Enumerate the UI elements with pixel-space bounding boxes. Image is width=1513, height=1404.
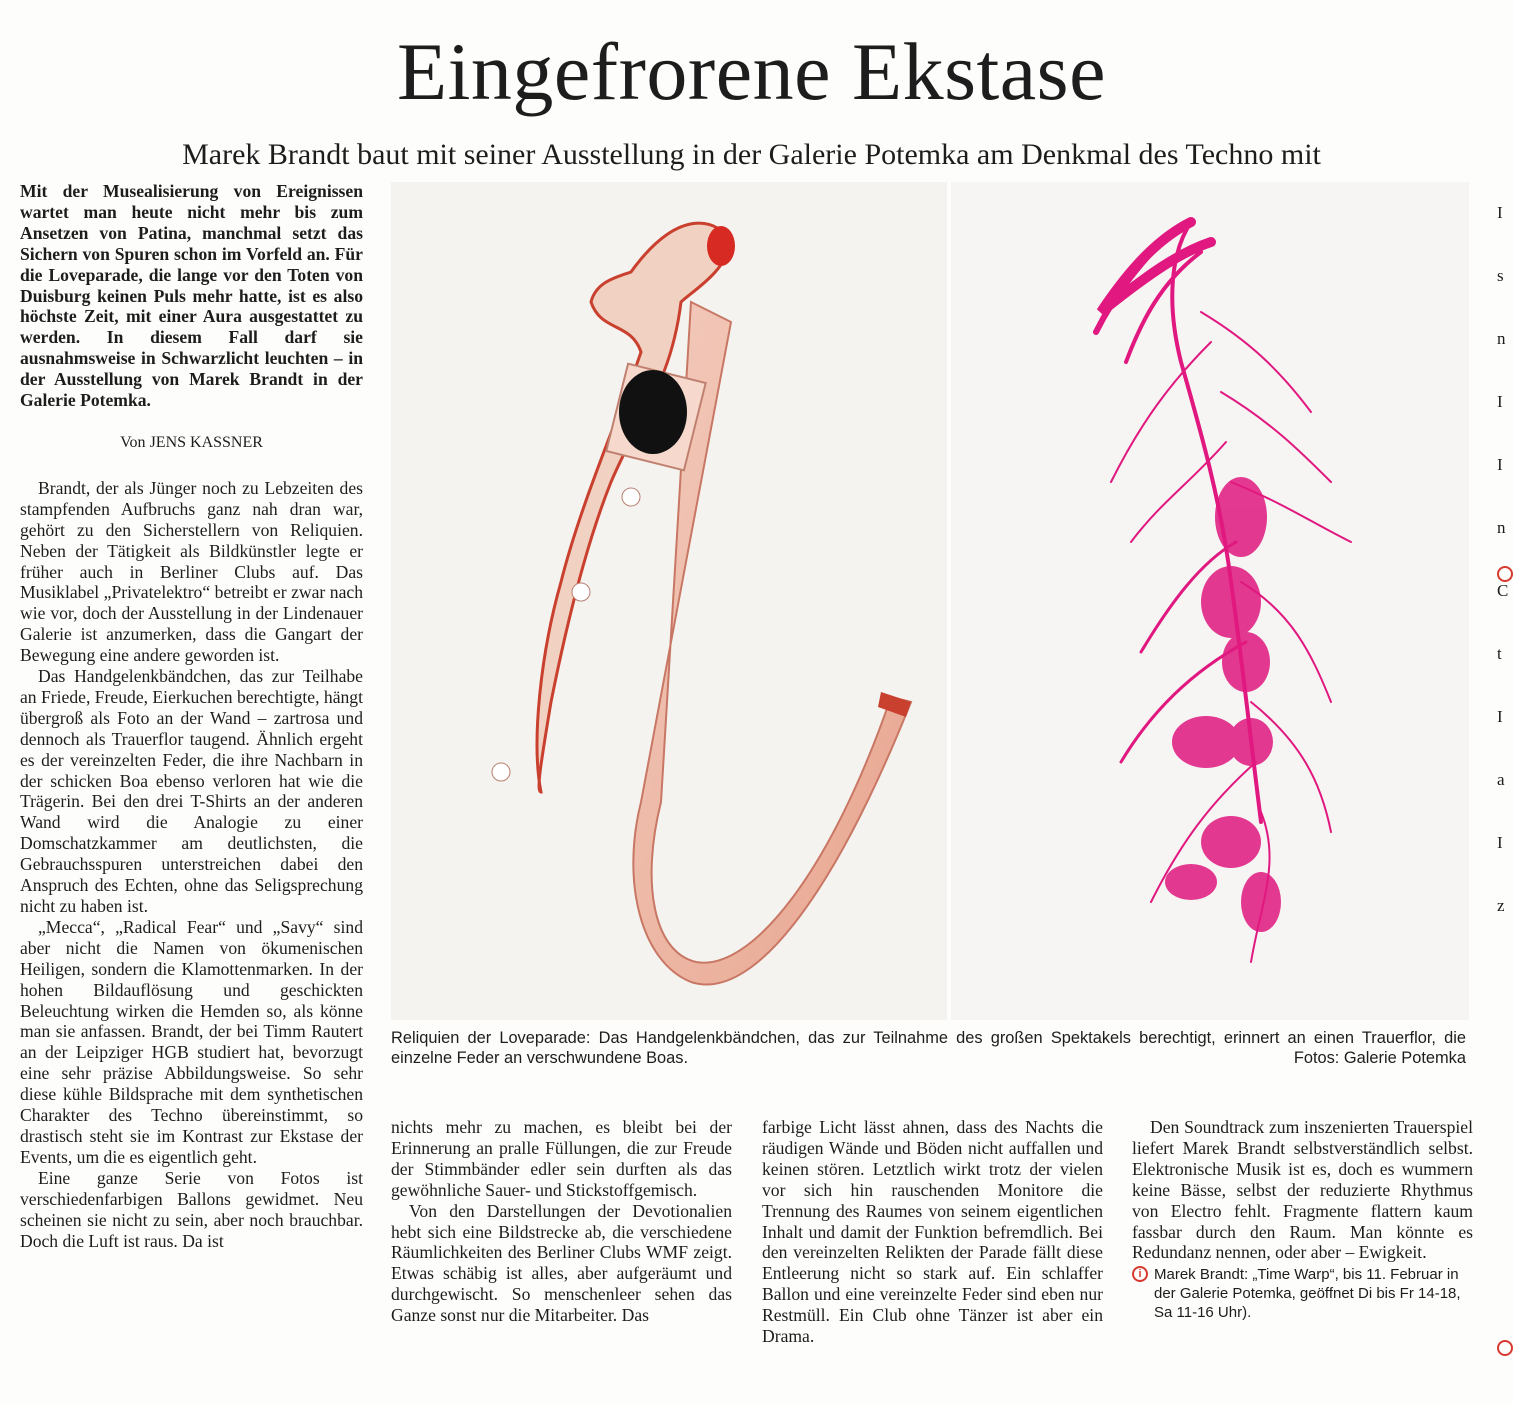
info-text: Marek Brandt: „Time Warp“, bis 11. Februar in der Galerie Potemka, geöffnet Di bis Fr 14-18, Sa 11-16 Uhr). bbox=[1154, 1266, 1461, 1322]
caption-text: Reliquien der Loveparade: Das Handgelenkbändchen, das zur Teilnahme des großen Spektakels berechtigt, erinnert an einen Trauerflor, die einzelne Feder an verschwundene Boas. bbox=[391, 1029, 1466, 1067]
feather-photo bbox=[951, 182, 1469, 1020]
edge-letter: I bbox=[1497, 833, 1503, 852]
edge-letter: n bbox=[1497, 518, 1506, 537]
body-paragraph: Den Soundtrack zum inszenierten Trauerspiel liefert Marek Brandt selbstverständlich selbst. Elektronische Musik ist es, doch es wummern keine Bässe, selbst der reduzierte Rhythmus von Electro fehlt. Fragmente flattern kaum fassbar durch den Raum. Man könnte es Redundanz nennen, oder aber – Ewigkeit. bbox=[1132, 1117, 1473, 1263]
body-paragraph: „Mecca“, „Radical Fear“ und „Savy“ sind aber nicht die Namen von ökumenischen Heiligen, sondern die Klamottenmarken. In der hohen Bildauflösung und geschickten Beleuchtung wirken die Hemden so, als könne man sie anfassen. Brandt, der bei Timm Rautert an der Leipziger HGB studiert hat, bevorzugt eine sehr präzise Abbildungsweise. So sehr diese kühle Bildsprache mit dem synthetischen Charakter des Techno übereinstimmt, so drastisch steht sie im Kontrast zur Ekstase der Events, um die es eigentlich geht. bbox=[20, 916, 363, 1167]
byline-author: JENS KASSNER bbox=[149, 433, 263, 451]
edge-letter: n bbox=[1497, 329, 1506, 348]
article-column-3 bbox=[762, 1117, 1103, 1347]
article-column-1 bbox=[20, 181, 363, 1251]
headline: Eingefrorene Ekstase bbox=[397, 26, 1106, 117]
body-paragraph: Brandt, der als Jünger noch zu Lebzeiten des stampfenden Aufbruchs ganz nah dran war, gehört zu den Sicherstellern von Reliquien. Neben der Tätigkeit als Bildkünstler legte er früher auch in Berliner Clubs auf. Das Musiklabel „Privatelektro“ betreibt er zwar nach wie vor, doch der Ausstellung in der Lindenauer Galerie ist anzumerken, dass die Gangart der Bewegung eine andere geworden ist. bbox=[20, 477, 363, 666]
edge-letter: I bbox=[1497, 203, 1503, 222]
article-column-4 bbox=[1132, 1117, 1473, 1322]
adjacent-column-fragment bbox=[1497, 160, 1509, 937]
edge-letter: z bbox=[1497, 896, 1505, 915]
lead-paragraph: Mit der Musealisierung von Ereignissen wartet man heute nicht mehr bis zum Ansetzen von Patina, manchmal setzt das Sichern von Spuren schon im Vorfeld an. Für die Loveparade, die lange vor den Toten von Duisburg keinen Puls mehr hatte, ist es also höchste Zeit, mit einer Aura ausgestattet zu werden. In diesem Fall darf sie ausnahmsweise in Schwarzlicht leuchten – in der Ausstellung von Marek Brandt in der Galerie Potemka. bbox=[20, 181, 363, 411]
body-paragraph: Eine ganze Serie von Fotos ist verschiedenfarbigen Ballons gewidmet. Neu scheinen sie nicht zu sein, aber noch brauchbar. Doch die Luft ist raus. Da ist bbox=[20, 1167, 363, 1251]
edge-letter: I bbox=[1497, 707, 1503, 726]
edge-letter: a bbox=[1497, 770, 1505, 789]
edge-letter: I bbox=[1497, 392, 1503, 411]
edge-letter: C bbox=[1497, 581, 1509, 600]
body-paragraph: Von den Darstellungen der Devotionalien hebt sich eine Bildstrecke ab, die verschiedene Räumlichkeiten des Berliner Clubs WMF zeigt. Etwas schäbig ist alles, aber aufgeräumt und durchgewischt. So menschenleer sehen das Ganze sonst nur die Mitarbeiter. Das bbox=[391, 1200, 732, 1326]
body-paragraph: Das Handgelenkbändchen, das zur Teilhabe an Friede, Freude, Eierkuchen berechtigte, hängt übergroß als Foto an der Wand – zartrosa und dennoch als Trauerflor taugend. Ähnlich ergeht es der vereinzelten Feder, die ihre Nachbarn in der schicken Boa ebenso verloren hat wie die Trägerin. Bei den drei T-Shirts an der anderen Wand wird die Analogie zu einer Domschatzkammer am deutlichsten, die Gebrauchsspuren unterstreichen dabei den Anspruch des Echten, ohne das Seligsprechung nicht zu haben ist. bbox=[20, 666, 363, 916]
body-paragraph: farbige Licht lässt ahnen, dass des Nachts die räudigen Wände und Böden nicht auffallen und keinen stören. Letztlich wirkt trotz der vielen vor sich hin rauschenden Monitore die Trennung des Raumes von seinem eigentlichen Inhalt und damit der Funktion befremdlich. Bei den vereinzelten Relikten der Parade fällt diese Entleerung nicht so stark auf. Ein schlaffer Ballon und eine vereinzelte Feder sind eben nur Restmüll. Ein Club ohne Tänzer ist aber ein Drama. bbox=[762, 1117, 1103, 1347]
edge-info-icon bbox=[1497, 1340, 1513, 1356]
info-box bbox=[1132, 1265, 1473, 1322]
byline bbox=[20, 433, 363, 454]
edge-letter: t bbox=[1497, 644, 1502, 663]
edge-letter: s bbox=[1497, 266, 1504, 285]
article-column-2 bbox=[391, 1117, 732, 1326]
edge-letter: I bbox=[1497, 455, 1503, 474]
wristband-illustration bbox=[391, 182, 947, 1020]
info-icon: i bbox=[1132, 1266, 1148, 1282]
feather-illustration bbox=[951, 182, 1469, 1020]
subheadline: Marek Brandt baut mit seiner Ausstellung in der Galerie Potemka am Denkmal des Techno mit bbox=[182, 138, 1321, 171]
photo-credit: Fotos: Galerie Potemka bbox=[1293, 1049, 1466, 1067]
body-paragraph: nichts mehr zu machen, es bleibt bei der Erinnerung an pralle Füllungen, die zur Freude der Stimmbänder edler sein durften als das gewöhnliche Sauer- und Stickstoffgemisch. bbox=[391, 1117, 732, 1200]
photo-caption bbox=[391, 1028, 1466, 1068]
wristband-photo bbox=[391, 182, 947, 1020]
byline-prefix: Von bbox=[120, 433, 146, 451]
edge-info-icon bbox=[1497, 566, 1513, 582]
